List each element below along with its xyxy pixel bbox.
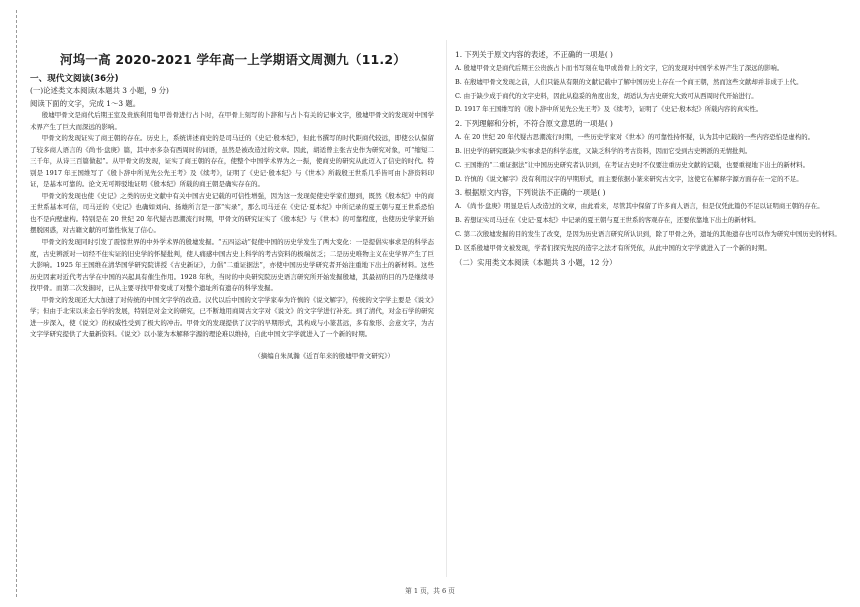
- subsection-heading: (一)论述类文本阅读(本题共 3 小题，9 分): [30, 86, 169, 95]
- paragraph-4: 甲骨文的发现同时引发了震惊世界的中外学术界的殷墟发掘。“五四运动”促使中国的历史学发生了两大变化：一是提倡实事求是的科学态度，古史辨派对一切经不住实证的旧史学的怀疑批判，使人痛感中国古史上科学的考古资料的极端贫乏；二是历史唯物主义在史学界产生了巨大影响。1925 年王国维在清华国学研究院讲授《古史新证》，力倡“二重证据法”，亦使中国历史学研究者开始注重地下出土的新材料。这些历史因素对近代考古学在中国的兴起具有催生作用。1928 年秋，当时的中央研究院历史语言研究所开始发掘殷墟，其最初的目的乃是继续寻找甲骨。而第二次发掘时，已从主要寻找甲骨变成了对整个遗址所有遗存的科学发掘。: [30, 238, 434, 293]
- question-2-option-a: A. 在 20 世纪 20 年代疑古思潮流行时期，一些历史学家对《世本》的可靠性持怀疑，认为其中记载的一些内容恐怕是虚构的。: [455, 133, 814, 142]
- source-citation: （摘编自朱凤瀚《近百年来的殷墟甲骨文研究》）: [254, 351, 394, 360]
- question-2-option-c: C. 王国维的“二重证据法”让中国历史研究者认识到，在考证古史时不仅要注重历史文献的记载，也要重视地下出土的新材料。: [455, 160, 809, 169]
- question-1-stem: 1. 下列关于原文内容的表述，不正确的一项是( ): [455, 50, 613, 59]
- question-3-option-d: D. 区系殷墟甲骨文被发现，学者们探究先民的造字之法才有所凭依，从此中国的文字学就进入了一个新的时期。: [455, 243, 771, 252]
- paragraph-2: 甲骨文的发现证实了商王朝的存在。历史上，系统讲述商史的是司马迁的《史记·殷本纪》，但此书撰写的时代距商代较远，即使公认保留了较多商人语言的《尚书·盘庚》篇，其中亦多杂有西周时的词语，虽然是被改造过的文章。因此，胡适曾主张古史作为研究对象，可“缩短二三千年，从诗三百篇做起”。从甲骨文的发现，证实了商王朝的存在，使整个中国学术界为之一振，使商史的研究从此迈入了信史的时代。特别是 1917 年王国维写了《殷卜辞中所见先公先王考》及《续考》，证明了《史记·殷本纪》与《世本》所载殷王世系几乎皆可由卜辞资料印证，是基本可靠的。论文无可辩驳地证明《殷本纪》所载的商王朝是确实存在的。: [30, 134, 434, 189]
- question-2-option-b: B. 旧史学的研究既缺少实事求是的科学态度，又缺乏科学的考古资料，因而它受到古史辨派的无情批判。: [455, 146, 752, 155]
- instruction: 阅读下面的文字，完成 1～3 题。: [30, 99, 141, 108]
- page-title: 河坞一高 2020-2021 学年高一上学期语文周测九（11.2）: [60, 52, 406, 67]
- question-1-option-c: C. 由于缺少成于商代的文字史料，因此从稳妥的角度出发，胡适认为古史研究大致可从西周时代开始进行。: [455, 91, 758, 100]
- column-divider: [446, 40, 447, 577]
- right-column: [455, 48, 850, 270]
- question-1-option-d: D. 1917 年王国维写的《殷卜辞中所见先公先王考》及《续考》，证明了《史记·殷本纪》所载内容的真实性。: [455, 105, 763, 114]
- paragraph-5: 甲骨文的发现还大大加速了对传统的中国文字学的改造。汉代以后中国的文字学家奉为许慎的《说文解字》，传统的文字学主要是《说文》学；但由于北宋以来金石学的发展，特别是对金文的研究，已不断地用商周古文字对《说文》的文字学进行补充。到了清代，对金石学的研究进一步深入，使《说文》的权威性受到了极大的冲击。甲骨文的发现提供了汉字的早期形式，其构成与小篆甚远，多有象形、会意文字，为古文字学研究提供了大量新资料。《说文》以小篆为本解释字源的理论难以维持，自此中国文字学就进入了一个新的时期。: [30, 295, 434, 339]
- subsection-2-heading: （二）实用类文本阅读（本题共 3 小题，12 分）: [455, 257, 617, 267]
- question-1-option-b: B. 在殷墟甲骨文发现之前，人们只能从有限的文献记载中了解中国历史上存在一个商王朝，然而这些文献却并非成于上代。: [455, 77, 803, 86]
- left-column: [30, 72, 434, 360]
- question-3-option-b: B. 若想证实司马迁在《史记·夏本纪》中记录的夏王朝与夏王世系的客观存在，还要依靠地下出土的新材料。: [455, 216, 760, 225]
- binding-line: [6, 10, 17, 597]
- question-2-option-d: D. 许慎的《说文解字》没有利用汉字的早期形式，而主要依据小篆来研究古文字，这使它在解释字源方面存在一定的不足。: [455, 174, 803, 183]
- question-2-stem: 2. 下列理解和分析，不符合原文意思的一项是( ): [455, 119, 613, 129]
- paragraph-1: 殷墟甲骨文是商代后期王室及贵族利用龟甲兽骨进行占卜时，在甲骨上刻写的卜辞和与占卜有关的记事文字，殷墟甲骨文的发现对中国学术界产生了巨大而深远的影响。: [30, 111, 434, 131]
- question-3-option-c: C. 第二次殷墟发掘的目的发生了改变，是因为历史语言研究所认识到，除了甲骨之外，遗址的其他遗存也可以作为研究中国历史的材料。: [455, 229, 841, 238]
- paragraph-3: 甲骨文的发现也使《史记》之类的历史文献中有关中国古史记载的可信性增强，因为这一发现促使史学家们想到，既然《殷本纪》中的商王世系基本可信，司马迁的《史记》也确如刘向、扬雄所言是一部“实录”，那么司马迁在《史记·夏本纪》中所记录的夏王朝与夏王世系恐怕也不是向壁虚构。特别是在 20 世纪 20 年代疑古思潮流行时期，甲骨文的研究证实了《殷本纪》与《世本》的可靠程度，也使历史学家开始摆脱困惑，对古籍文献的可靠性恢复了信心。: [30, 191, 434, 235]
- question-3-stem: 3. 根据原文内容，下列说法不正确的一项是( ): [455, 188, 606, 198]
- section-heading: 一、现代文阅读(36分): [30, 74, 119, 84]
- page-footer: 第 1 页，共 6 页: [405, 587, 455, 595]
- question-1-option-a: A. 殷墟甲骨文是商代后期王公贵族占卜而书写刻在龟甲或兽骨上的文字，它的发现对中国学术界产生了深远的影响。: [455, 64, 784, 72]
- question-3-option-a: A. 《尚书·盘庚》明显是后人改造过的文章，由此看来，尽管其中保留了许多商人语言，但是仅凭此篇仍不足以证明商王朝的存在。: [455, 202, 824, 211]
